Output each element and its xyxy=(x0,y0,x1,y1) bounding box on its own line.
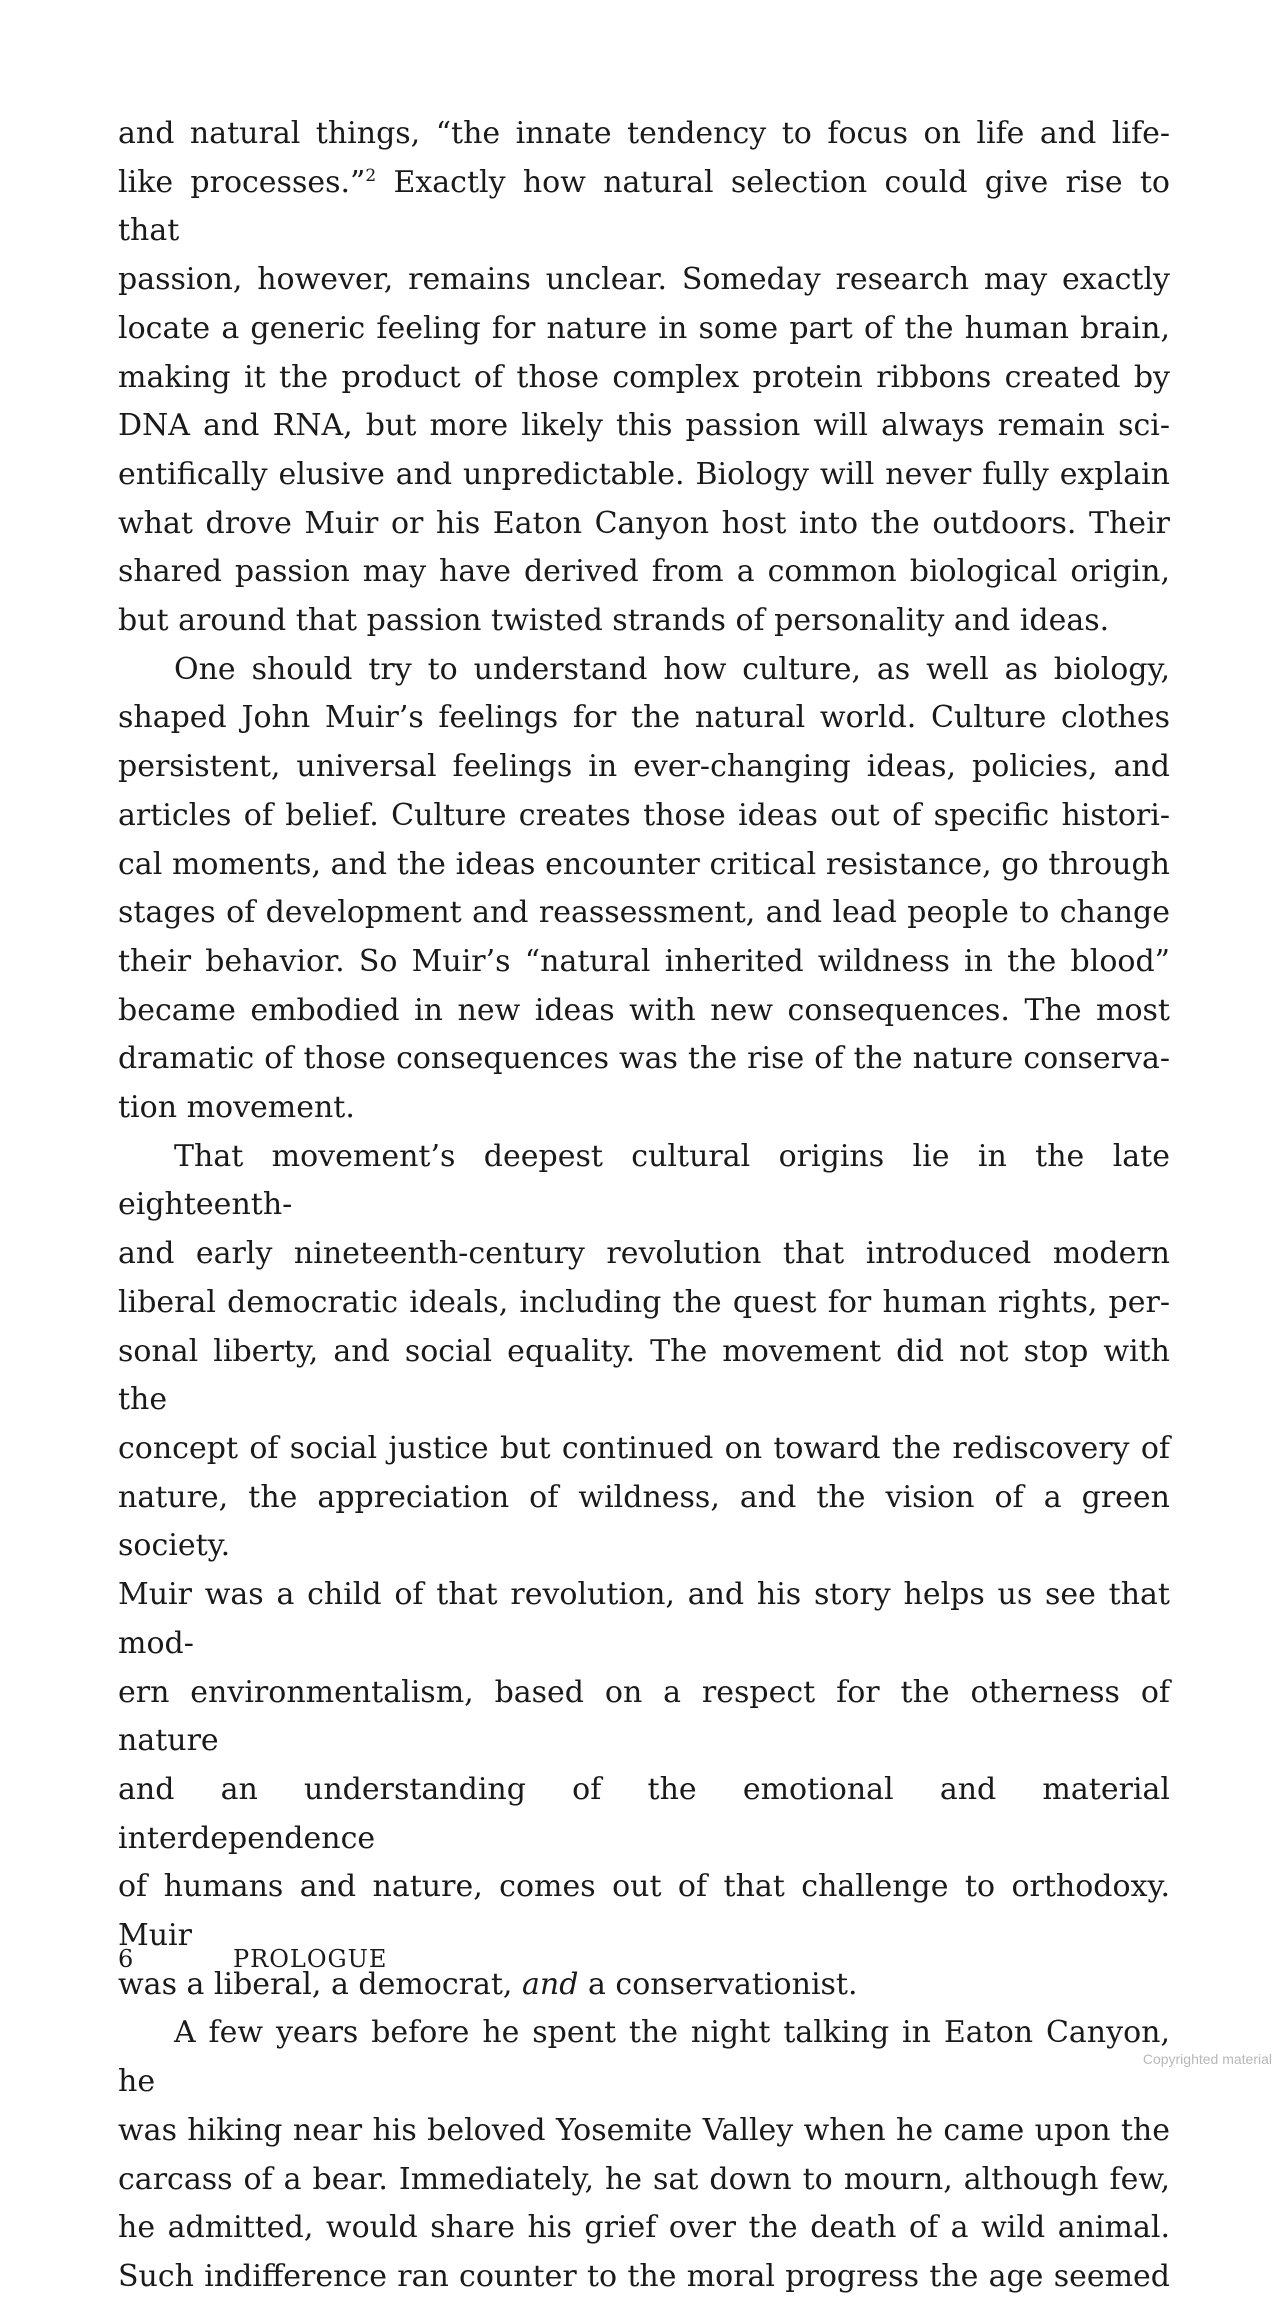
text-line: was hiking near his beloved Yosemite Valley when he came upon the xyxy=(118,2112,1170,2148)
text-line: but around that passion twisted strands of personality and ideas. xyxy=(118,603,1110,639)
text-line: DNA and RNA, but more likely this passion will always remain sci- xyxy=(118,408,1170,444)
text-fragment: like processes.” xyxy=(118,164,366,200)
text-line: and an understanding of the emotional and material interdependence xyxy=(118,1771,1170,1856)
text-line: passion, however, remains unclear. Someday research may exactly xyxy=(118,262,1170,298)
paragraph-2 xyxy=(118,646,1170,1133)
text-line xyxy=(118,159,1170,256)
text-line: of humans and nature, comes out of that challenge to orthodoxy. Muir xyxy=(118,1869,1170,1954)
text-line: he admitted, would share his grief over the death of a wild animal. xyxy=(118,2210,1170,2246)
text-line: ern environmentalism, based on a respect for the otherness of nature xyxy=(118,1674,1170,1759)
page-number: 6 xyxy=(118,1945,135,1973)
text-line: That movement’s deepest cultural origins lie in the late eighteenth- xyxy=(118,1138,1170,1223)
text-fragment: was a liberal, a democrat, xyxy=(118,1966,523,2002)
text-line: carcass of a bear. Immediately, he sat down to mourn, although few, xyxy=(118,2161,1170,2197)
text-line: became embodied in new ideas with new consequences. The most xyxy=(118,992,1170,1028)
footnote-reference[interactable]: 2 xyxy=(365,165,377,186)
text-line: stages of development and reassessment, and lead people to change xyxy=(118,895,1170,931)
text-line: One should try to understand how culture, as well as biology, xyxy=(174,651,1170,687)
page-footer xyxy=(118,1945,387,1973)
text-line: what drove Muir or his Eaton Canyon host into the outdoors. Their xyxy=(118,505,1170,541)
copyright-watermark: Copyrighted material xyxy=(1142,2051,1272,2067)
emphasis-text: and xyxy=(522,1966,579,2002)
text-line: persistent, universal feelings in ever-changing ideas, policies, and xyxy=(118,749,1170,785)
text-line: A few years before he spent the night talking in Eaton Canyon, he xyxy=(118,2015,1170,2100)
text-line: entifically elusive and unpredictable. Biology will never fully explain xyxy=(118,456,1170,492)
text-line: sonal liberty, and social equality. The movement did not stop with the xyxy=(118,1333,1170,1418)
paragraph-1 xyxy=(118,110,1170,646)
paragraph-3 xyxy=(118,1133,1170,2010)
text-line: tion movement. xyxy=(118,1090,355,1126)
text-line: concept of social justice but continued on toward the rediscovery of xyxy=(118,1430,1170,1466)
text-line: articles of belief. Culture creates those ideas out of specific histori- xyxy=(118,797,1170,833)
text-line: their behavior. So Muir’s “natural inherited wildness in the blood” xyxy=(118,943,1170,979)
text-line: and natural things, “the innate tendency to focus on life and life- xyxy=(118,116,1170,151)
text-line: nature, the appreciation of wildness, and the vision of a green society. xyxy=(118,1479,1170,1564)
text-line: locate a generic feeling for nature in some part of the human brain, xyxy=(118,310,1170,346)
text-line: and early nineteenth-century revolution that introduced modern xyxy=(118,1236,1170,1272)
text-line: shared passion may have derived from a common biological origin, xyxy=(118,554,1170,590)
text-line: cal moments, and the ideas encounter critical resistance, go through xyxy=(118,846,1170,882)
text-line: Such indifference ran counter to the moral progress the age seemed xyxy=(118,2258,1170,2294)
text-fragment: Exactly how natural selection could give rise to that xyxy=(118,164,1170,249)
paragraph-4 xyxy=(118,2009,1170,2301)
text-line: making it the product of those complex protein ribbons created by xyxy=(118,359,1170,395)
running-head: PROLOGUE xyxy=(233,1945,388,1973)
text-line: shaped John Muir’s feelings for the natural world. Culture clothes xyxy=(118,700,1170,736)
text-fragment: a conservationist. xyxy=(578,1966,858,2002)
text-line: liberal democratic ideals, including the quest for human rights, per- xyxy=(118,1284,1170,1320)
text-line: Muir was a child of that revolution, and his story helps us see that mod- xyxy=(118,1577,1170,1661)
text-line: dramatic of those consequences was the rise of the nature conserva- xyxy=(118,1041,1170,1077)
